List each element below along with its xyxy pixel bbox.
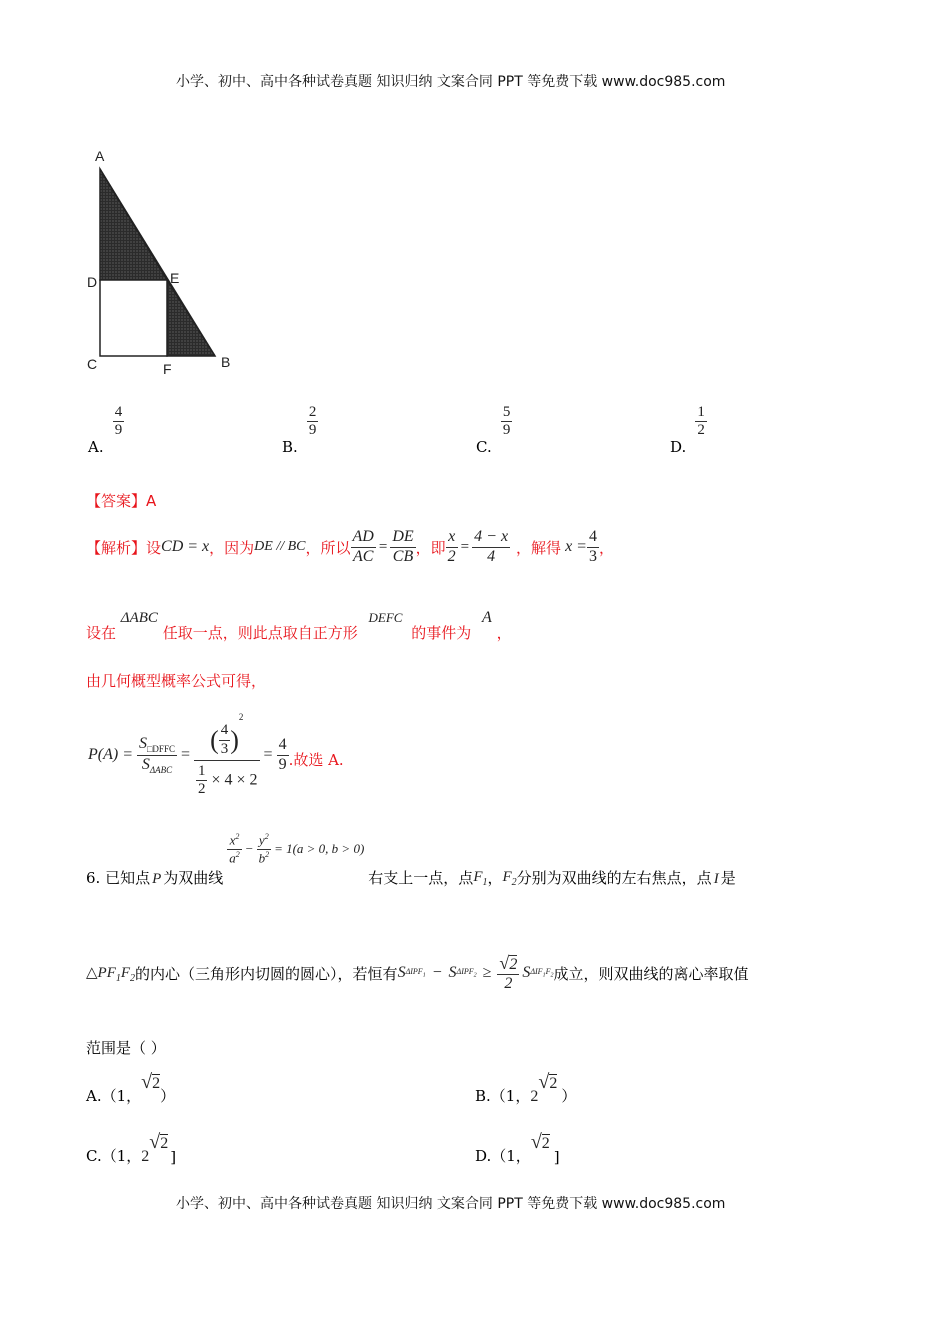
option-close: ] xyxy=(170,1148,177,1166)
q6-line-1 xyxy=(86,832,736,888)
math-i: I xyxy=(713,871,719,887)
option-label: D.（1， xyxy=(475,1147,531,1165)
option-label: A.（1， xyxy=(86,1087,142,1105)
q6-line-3: 范围是（ ） xyxy=(86,1039,166,1057)
option-fraction xyxy=(113,404,125,440)
math-parallel: DE // BC xyxy=(254,539,306,554)
text: 的事件为 xyxy=(411,624,472,642)
equals: = xyxy=(378,538,388,555)
q5-option-d xyxy=(670,404,707,457)
q5-option-a xyxy=(88,404,124,457)
vertex-label-e: E xyxy=(170,270,180,286)
q6-option-b: B.（1， 2 √2 ） xyxy=(475,1071,577,1105)
text: 分别为双曲线的左右焦点，点 xyxy=(516,869,712,887)
text: ，因为 xyxy=(209,538,255,557)
text: 的内心（三角形内切圆的圆心），若恒有 xyxy=(135,964,398,983)
option-fraction xyxy=(307,404,319,440)
answer-line xyxy=(86,490,156,511)
fraction-4mx-4: $\frac{4 - x}{4}$ xyxy=(474,528,509,565)
text: ，所以 xyxy=(305,538,351,557)
math-pa: P(A) = xyxy=(88,746,133,763)
vertex-label-c: C xyxy=(87,356,98,372)
text: 设 xyxy=(146,538,162,557)
answer-value: A xyxy=(146,492,157,510)
option-label: B.（1， xyxy=(475,1087,531,1105)
fraction-result: $\frac{4}{9}$ xyxy=(278,736,287,773)
math-triangle-abc: ΔABC xyxy=(120,610,158,626)
text: 成立，则双曲线的离心率取值 xyxy=(553,964,749,983)
denominator: 2 xyxy=(697,422,705,439)
triangle-figure xyxy=(82,142,242,382)
option-fraction xyxy=(695,404,707,440)
option-label: C.（1， xyxy=(86,1147,142,1165)
option-label: B. xyxy=(282,438,298,457)
analysis-line-3: 由几何概型概率公式可得， xyxy=(86,672,267,690)
text: 任取一点，则此点取自正方形 xyxy=(162,624,358,642)
radical: √2 xyxy=(530,1131,550,1153)
option-label: A. xyxy=(88,438,104,457)
text: 为双曲线 xyxy=(163,869,224,887)
numerator: 5 xyxy=(502,404,511,420)
q6-line-2 xyxy=(86,948,748,998)
text: ， xyxy=(487,869,503,887)
denominator: 9 xyxy=(114,422,123,439)
math-cd: CD = x xyxy=(161,538,210,555)
vertex-label-a: A xyxy=(95,148,105,164)
inequality: S $\Delta IPF_1$ − S $\Delta IPF_2$ ≥ $\frac{√2}{2}$ S $\Delta IF_1F_2$ xyxy=(397,952,554,992)
math-event-a: A xyxy=(482,609,492,626)
answer-tag: 【答案】 xyxy=(86,492,147,510)
probability-formula: P(A) = $\frac{S_{□DFFC}}{S_{\Delta ABC}}$ = ( $\frac{4}{3}$ )$^2$ $\frac{1}{2}$ × 4 × 2 = $\frac{4}{9}$ .故选 A. xyxy=(88,711,344,798)
q6-option-c: C.（1， 2 √2 ] xyxy=(86,1131,177,1166)
vertex-label-f: F xyxy=(163,361,172,377)
analysis-line-1 xyxy=(86,522,614,572)
text: 设在 xyxy=(86,624,117,642)
radical: √2 xyxy=(141,1071,161,1093)
option-close: ] xyxy=(553,1148,560,1166)
vertex-label-b: B xyxy=(221,354,231,370)
q5-option-c xyxy=(476,404,512,457)
option-label: D. xyxy=(670,438,687,457)
numerator: 1 xyxy=(697,404,705,420)
conclusion-text: .故选 A. xyxy=(288,750,344,769)
fraction-area-ratio: $\frac{S_{□DFFC}}{S_{\Delta ABC}}$ xyxy=(139,734,175,775)
text: 是 xyxy=(720,869,736,887)
radical: 2 xyxy=(141,1148,150,1165)
math-square-defc: DEFC xyxy=(368,610,403,625)
fraction-4-3: $\frac{4}{3}$ xyxy=(588,528,597,565)
analysis-tag: 【解析】 xyxy=(86,538,147,557)
q6-option-a xyxy=(86,1072,175,1106)
square-defc xyxy=(100,280,167,356)
math-f2: $F_2$ xyxy=(502,869,517,888)
text: ，解得 xyxy=(516,538,562,557)
analysis-line-2 xyxy=(86,606,512,642)
equals: = xyxy=(460,538,470,555)
math-f1: $F_1$ xyxy=(473,869,488,888)
numerator: 4 xyxy=(114,404,123,420)
fraction-x-2: $\frac{x}{2}$ xyxy=(447,528,456,565)
page-footer: 小学、初中、高中各种试卷真题 知识归纳 文案合同 PPT 等免费下载 www.doc985.com xyxy=(176,1196,726,1212)
fraction-computation: ( $\frac{4}{3}$ )$^2$ $\frac{1}{2}$ × 4 × 2 xyxy=(194,712,260,799)
triangle-pf1f2: $\triangle PF_1F_2$ xyxy=(86,964,136,984)
text: ， xyxy=(496,624,512,642)
q5-option-b xyxy=(282,404,318,457)
option-close: ） xyxy=(561,1087,577,1105)
denominator: 9 xyxy=(502,422,511,439)
text: ， xyxy=(598,538,614,557)
fraction-de-cb: $\frac{DE}{CB}$ xyxy=(392,528,414,565)
math-p: P xyxy=(152,871,162,887)
radical: 2 xyxy=(530,1088,539,1105)
fraction-ad-ac: $\frac{AD}{AC}$ xyxy=(352,528,374,565)
option-close: ） xyxy=(160,1087,176,1105)
text: 右支上一点，点 xyxy=(368,869,474,887)
vertex-label-d: D xyxy=(87,274,98,290)
hyperbola-equation: $\frac{x^2}{a^2}$ − $\frac{y^2}{b^2}$ = 1(a > 0, b > 0) xyxy=(229,832,365,866)
numerator: 2 xyxy=(308,404,317,420)
denominator: 9 xyxy=(308,422,317,439)
text: ，即 xyxy=(415,538,446,557)
page-header: 小学、初中、高中各种试卷真题 知识归纳 文案合同 PPT 等免费下载 www.doc985.com xyxy=(176,74,726,90)
question-number: 6. 已知点 xyxy=(86,869,151,887)
q6-option-d xyxy=(475,1132,560,1166)
option-label: C. xyxy=(476,438,492,457)
math-x-eq: x = xyxy=(565,538,587,555)
option-fraction xyxy=(501,404,513,440)
